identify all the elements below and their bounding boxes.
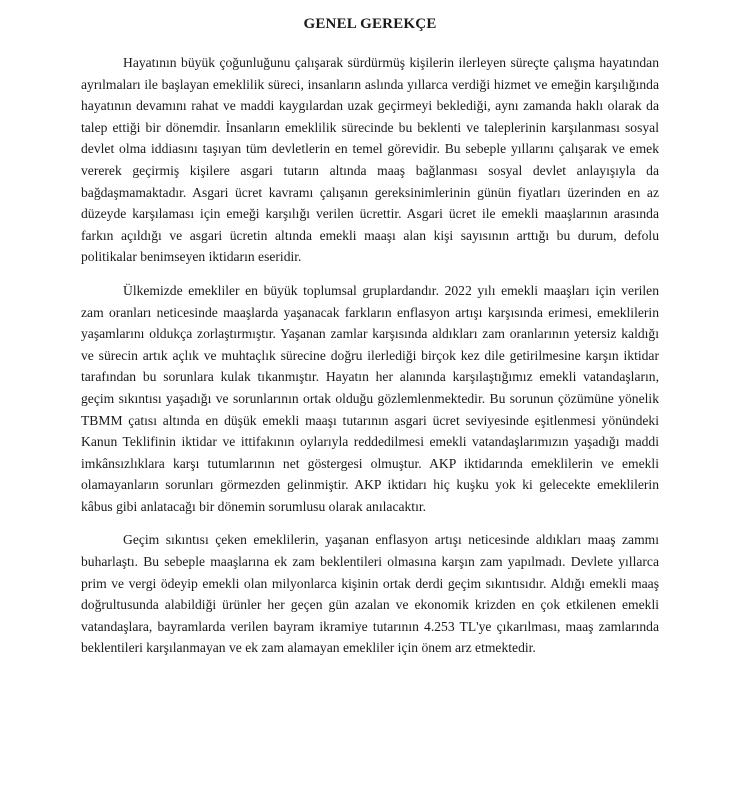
document-title: GENEL GEREKÇE bbox=[303, 16, 437, 32]
paragraph-2: Ülkemizde emekliler en büyük toplumsal gruplardandır. 2022 yılı emekli maaşları için verilen zam oranları neticesinde maaşlarda yaşanacak farkların enflasyon artışı karşısında erimesi, emeklilerin yaşamlarını oldukça zorlaştırmıştır. Yaşanan zamlar karşısında aldıkları zam oranlarının yetersiz kaldığı ve sürecin artık açlık ve muhtaçlık sürecine doğru ilerlediği birçok kez dile getirilmesine karşın iktidar tarafından bu sorunlara kulak tıkanmıştır. Hayatın her alanında karşılaştığımız emekli vatandaşların, geçim sıkıntısı yaşadığı ve sorunlarının ortak olduğu gözlemlenmektedir. Bu sorunun çözümüne yönelik TBMM çatısı altında en düşük emekli maaşı tutarının asgari ücret seviyesinde eşitlenmesi yönündeki Kanun Teklifinin iktidar ve ittifakının oylarıyla reddedilmesi emekli vatandaşlarımızın yaşadığı maddi imkânsızlıklara karşı tutumlarının net göstergesi olmuştur. AKP iktidarında emeklilerin ve emekli olamayanların sorunları görmezden gelinmiştir. AKP iktidarı hiç kuşku yok ki gelecekte emeklilerin kâbus gibi anlatacağı bir dönemin sorumlusu olarak anılacaktır. bbox=[81, 282, 659, 514]
document-page bbox=[81, 14, 659, 671]
paragraph-1: Hayatının büyük çoğunluğunu çalışarak sürdürmüş kişilerin ilerleyen süreçte çalışma hayatından ayrılmaları ile başlayan emeklilik süreci, insanların aslında yıllarca verdiği hizmet ve emeğin karşılığında hayatının devamını rahat ve maddi kaygılardan uzak geçirmeyi beklediği, aynı zamanda haklı olarak da talep ettiği bir dönemdir. İnsanların emeklilik sürecinde bu beklenti ve taleplerinin karşılanması sosyal devlet olma iddiasını taşıyan tüm devletlerin en temel görevidir. Bu sebeple yıllarını çalışarak ve emek vererek geçirmiş kişilere asgari tutarın altında maaş bağlanması sosyal devlet anlayışıyla da bağdaşmamaktadır. Asgari ücret kavramı çalışanın gereksinimlerinin günün fiyatları üzerinden en az düzeyde karşılaması için emeği karşılığı verilen ücrettir. Asgari ücret ile emekli maaşlarının arasında farkın açıldığı ve asgari ücretin altında emekli maaşı alan kişi sayısının arttığı bu durum, defolu politikalar benimseyen iktidarın eseridir. bbox=[81, 55, 659, 265]
paragraph-3: Geçim sıkıntısı çeken emeklilerin, yaşanan enflasyon artışı neticesinde aldıkları maaş zammı buharlaştı. Bu sebeple maaşlarına ek zam beklentileri olmasına karşın zam yapılmadı. Devlete yıllarca prim ve vergi ödeyip emekli olan milyonlarca kişinin ortak derdi geçim sıkıntısıdır. Aldığı emekli maaş doğrultusunda alabildiği ürünler her geçen gün azalan ve ekonomik krizden en çok etkilenen emekli vatandaşlara, bayramlarda verilen bayram ikramiye tutarının 4.253 TL'ye çıkarılması, maaş zamlarında beklentileri karşılanmayan ve ek zam alamayan emekliler için önem arz etmektedir. bbox=[81, 532, 659, 656]
